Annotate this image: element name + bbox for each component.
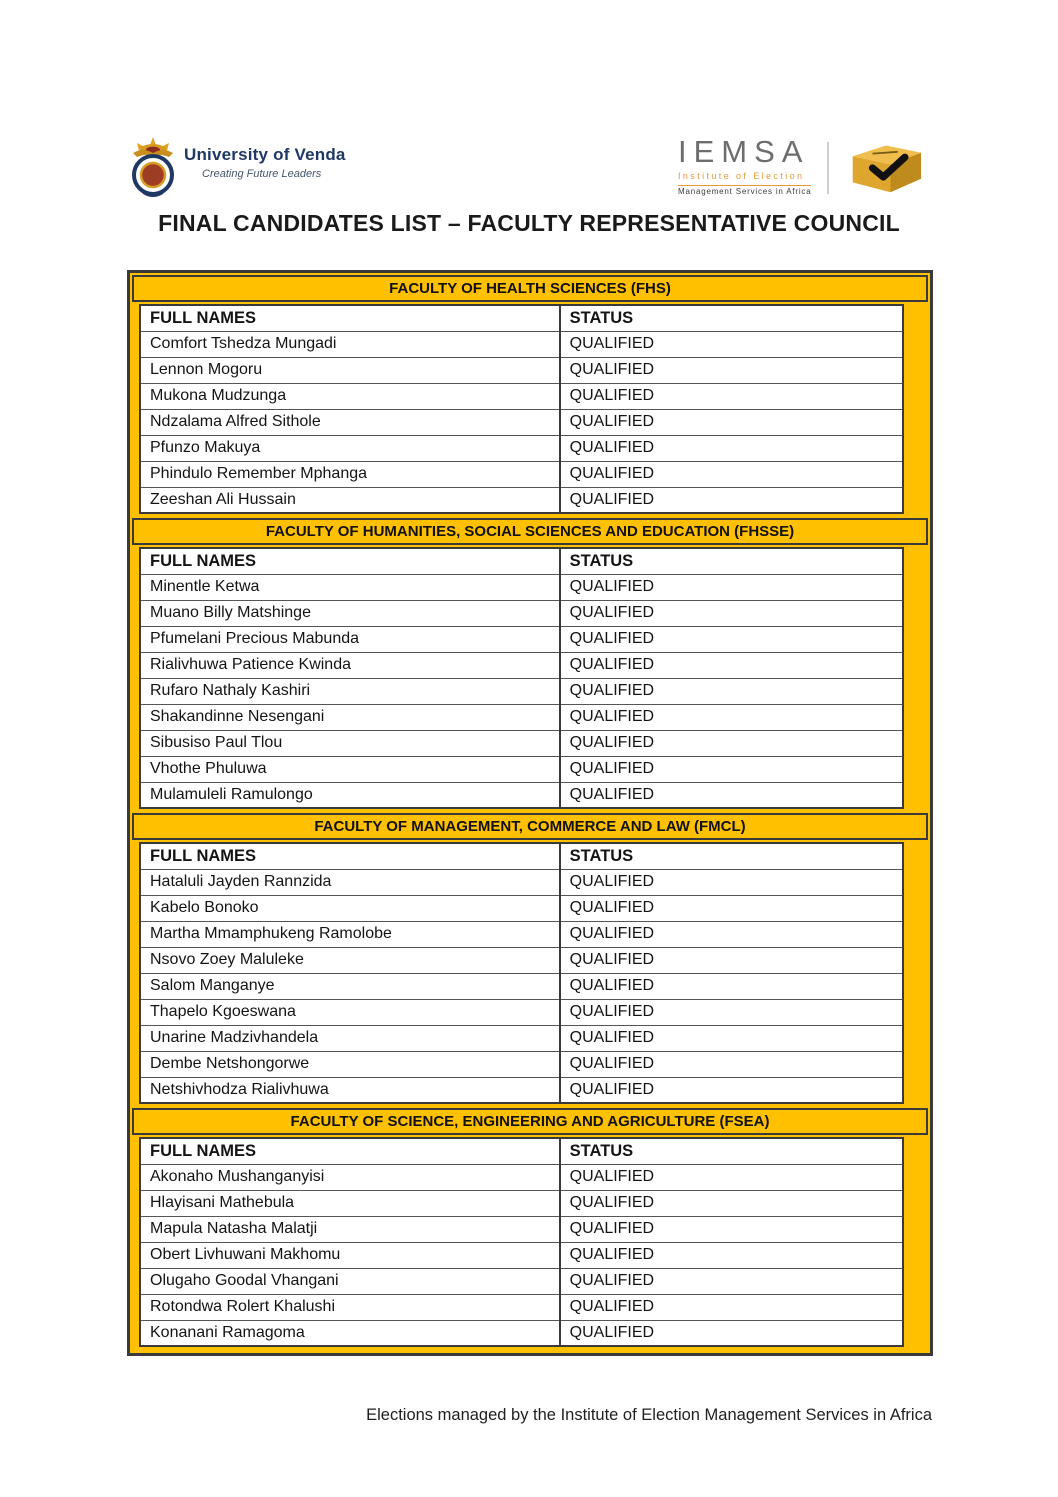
candidate-name-cell: Lennon Mogoru: [140, 357, 560, 383]
faculty-header: FACULTY OF HUMANITIES, SOCIAL SCIENCES AND EDUCATION (FHSSE): [132, 518, 928, 545]
table-header-row: [140, 305, 903, 331]
table-row: [140, 383, 903, 409]
candidate-name-cell: Rialivhuwa Patience Kwinda: [140, 652, 560, 678]
candidate-name-cell: Zeeshan Ali Hussain: [140, 487, 560, 513]
candidate-status-cell: QUALIFIED: [560, 973, 903, 999]
page-title: FINAL CANDIDATES LIST – FACULTY REPRESENTATIVE COUNCIL: [158, 210, 900, 236]
candidate-name-cell: Hlayisani Mathebula: [140, 1190, 560, 1216]
candidate-status-cell: QUALIFIED: [560, 895, 903, 921]
candidate-name-cell: Mukona Mudzunga: [140, 383, 560, 409]
table-row: [140, 704, 903, 730]
footer-note: Elections managed by the Institute of Election Management Services in Africa: [366, 1406, 932, 1424]
candidate-status-cell: QUALIFIED: [560, 1242, 903, 1268]
candidates-tables: [127, 270, 933, 1356]
candidate-name-cell: Mulamuleli Ramulongo: [140, 782, 560, 808]
table-row: [140, 678, 903, 704]
table-header-row: [140, 843, 903, 869]
candidates-table: [139, 1137, 904, 1347]
table-row: [140, 1242, 903, 1268]
candidates-table: [139, 842, 904, 1104]
table-row: [140, 409, 903, 435]
candidate-name-cell: Muano Billy Matshinge: [140, 600, 560, 626]
univen-tagline: Creating Future Leaders: [202, 168, 322, 180]
table-row: [140, 1164, 903, 1190]
table-row: [140, 652, 903, 678]
candidate-name-cell: Comfort Tshedza Mungadi: [140, 331, 560, 357]
table-row: [140, 782, 903, 808]
candidate-status-cell: QUALIFIED: [560, 357, 903, 383]
candidate-status-cell: QUALIFIED: [560, 435, 903, 461]
table-row: [140, 357, 903, 383]
candidate-status-cell: QUALIFIED: [560, 678, 903, 704]
column-header-full-names: FULL NAMES: [140, 1138, 560, 1164]
table-row: [140, 730, 903, 756]
ballot-box-icon: [845, 141, 927, 195]
iemsa-acronym: IEMSA: [678, 134, 810, 169]
candidates-table: [139, 304, 904, 514]
iemsa-logo: [678, 136, 927, 199]
candidate-name-cell: Thapelo Kgoeswana: [140, 999, 560, 1025]
faculty-table-wrapper: [139, 304, 904, 514]
candidate-status-cell: QUALIFIED: [560, 1268, 903, 1294]
candidate-status-cell: QUALIFIED: [560, 461, 903, 487]
table-row: [140, 435, 903, 461]
candidate-status-cell: QUALIFIED: [560, 1051, 903, 1077]
table-row: [140, 973, 903, 999]
faculty-header: FACULTY OF SCIENCE, ENGINEERING AND AGRICULTURE (FSEA): [132, 1108, 928, 1135]
candidate-name-cell: Rotondwa Rolert Khalushi: [140, 1294, 560, 1320]
column-header-status: STATUS: [560, 843, 903, 869]
logo-divider: [827, 142, 829, 194]
candidate-status-cell: QUALIFIED: [560, 730, 903, 756]
candidate-status-cell: QUALIFIED: [560, 652, 903, 678]
faculty-header: FACULTY OF HEALTH SCIENCES (FHS): [132, 275, 928, 302]
table-row: [140, 869, 903, 895]
table-row: [140, 461, 903, 487]
candidate-name-cell: Vhothe Phuluwa: [140, 756, 560, 782]
table-row: [140, 999, 903, 1025]
candidate-name-cell: Martha Mmamphukeng Ramolobe: [140, 921, 560, 947]
candidate-name-cell: Shakandinne Nesengani: [140, 704, 560, 730]
column-header-status: STATUS: [560, 305, 903, 331]
candidate-status-cell: QUALIFIED: [560, 1025, 903, 1051]
candidate-status-cell: QUALIFIED: [560, 383, 903, 409]
univen-logo: [131, 137, 346, 199]
candidate-status-cell: QUALIFIED: [560, 756, 903, 782]
candidate-status-cell: QUALIFIED: [560, 1216, 903, 1242]
table-row: [140, 574, 903, 600]
candidate-name-cell: Pfunzo Makuya: [140, 435, 560, 461]
candidate-name-cell: Akonaho Mushanganyisi: [140, 1164, 560, 1190]
candidate-status-cell: QUALIFIED: [560, 921, 903, 947]
column-header-full-names: FULL NAMES: [140, 843, 560, 869]
candidate-status-cell: QUALIFIED: [560, 331, 903, 357]
candidate-name-cell: Dembe Netshongorwe: [140, 1051, 560, 1077]
faculty-header: FACULTY OF MANAGEMENT, COMMERCE AND LAW (FMCL): [132, 813, 928, 840]
candidate-status-cell: QUALIFIED: [560, 626, 903, 652]
candidate-name-cell: Pfumelani Precious Mabunda: [140, 626, 560, 652]
iemsa-subtitle-line1: Institute of Election: [678, 171, 805, 181]
candidate-status-cell: QUALIFIED: [560, 782, 903, 808]
table-header-row: [140, 548, 903, 574]
table-row: [140, 1190, 903, 1216]
table-row: [140, 1051, 903, 1077]
candidate-name-cell: Unarine Madzivhandela: [140, 1025, 560, 1051]
candidate-status-cell: QUALIFIED: [560, 574, 903, 600]
candidate-status-cell: QUALIFIED: [560, 1294, 903, 1320]
column-header-full-names: FULL NAMES: [140, 548, 560, 574]
table-row: [140, 895, 903, 921]
faculty-table-wrapper: [139, 547, 904, 809]
candidate-status-cell: QUALIFIED: [560, 704, 903, 730]
table-row: [140, 1320, 903, 1346]
candidate-name-cell: Minentle Ketwa: [140, 574, 560, 600]
candidates-table: [139, 547, 904, 809]
column-header-status: STATUS: [560, 1138, 903, 1164]
candidate-name-cell: Obert Livhuwani Makhomu: [140, 1242, 560, 1268]
table-row: [140, 1025, 903, 1051]
table-row: [140, 600, 903, 626]
candidate-name-cell: Olugaho Goodal Vhangani: [140, 1268, 560, 1294]
candidate-status-cell: QUALIFIED: [560, 487, 903, 513]
univen-crest-icon: [131, 137, 175, 199]
column-header-full-names: FULL NAMES: [140, 305, 560, 331]
candidate-status-cell: QUALIFIED: [560, 409, 903, 435]
table-row: [140, 921, 903, 947]
faculty-table-wrapper: [139, 842, 904, 1104]
faculty-table-wrapper: [139, 1137, 904, 1347]
candidate-name-cell: Rufaro Nathaly Kashiri: [140, 678, 560, 704]
candidate-status-cell: QUALIFIED: [560, 1190, 903, 1216]
candidate-name-cell: Phindulo Remember Mphanga: [140, 461, 560, 487]
candidate-name-cell: Kabelo Bonoko: [140, 895, 560, 921]
table-row: [140, 1294, 903, 1320]
candidate-name-cell: Konanani Ramagoma: [140, 1320, 560, 1346]
table-header-row: [140, 1138, 903, 1164]
table-row: [140, 487, 903, 513]
candidate-status-cell: QUALIFIED: [560, 1320, 903, 1346]
column-header-status: STATUS: [560, 548, 903, 574]
candidate-status-cell: QUALIFIED: [560, 1077, 903, 1103]
table-row: [140, 947, 903, 973]
univen-name: University of Venda: [184, 145, 346, 164]
candidate-status-cell: QUALIFIED: [560, 869, 903, 895]
candidate-name-cell: Netshivhodza Rialivhuwa: [140, 1077, 560, 1103]
table-row: [140, 756, 903, 782]
table-row: [140, 626, 903, 652]
iemsa-subtitle-line2: Management Services in Africa: [678, 187, 812, 196]
candidate-name-cell: Mapula Natasha Malatji: [140, 1216, 560, 1242]
table-row: [140, 331, 903, 357]
candidate-status-cell: QUALIFIED: [560, 600, 903, 626]
table-row: [140, 1268, 903, 1294]
table-row: [140, 1216, 903, 1242]
candidate-status-cell: QUALIFIED: [560, 1164, 903, 1190]
candidate-status-cell: QUALIFIED: [560, 999, 903, 1025]
candidate-name-cell: Hataluli Jayden Rannzida: [140, 869, 560, 895]
candidate-status-cell: QUALIFIED: [560, 947, 903, 973]
table-row: [140, 1077, 903, 1103]
candidate-name-cell: Ndzalama Alfred Sithole: [140, 409, 560, 435]
candidate-name-cell: Nsovo Zoey Maluleke: [140, 947, 560, 973]
candidate-name-cell: Sibusiso Paul Tlou: [140, 730, 560, 756]
candidate-name-cell: Salom Manganye: [140, 973, 560, 999]
